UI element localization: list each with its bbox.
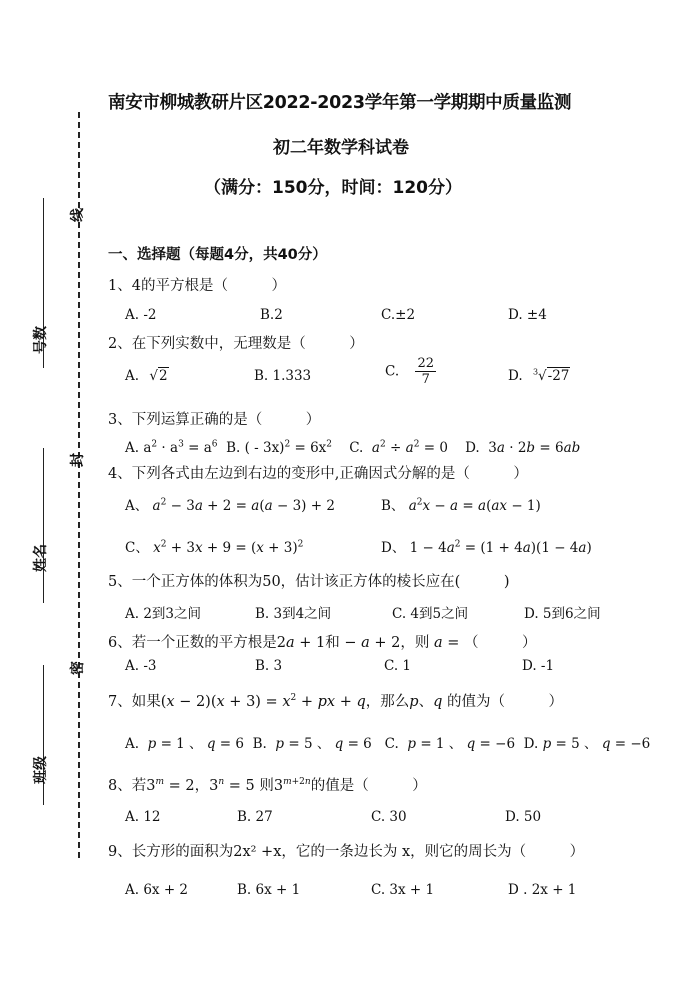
q2-option-b: B. 1.333 — [254, 368, 312, 384]
q9-option-d: D . 2x + 1 — [508, 882, 577, 898]
q7-text-a: 7、如果 — [108, 694, 161, 710]
q5-option-d: D. 5到6之间 — [524, 606, 601, 622]
q6-option-d: D. -1 — [522, 658, 555, 674]
question-3: 3、下列运算正确的是（ ） — [108, 412, 321, 428]
q7-text-c: 、 — [418, 694, 434, 710]
q8-option-d: D. 50 — [505, 809, 542, 825]
q2-option-c — [385, 356, 436, 387]
question-7: 7、如果$(x - 2)(x + 3) = x^2$ + px + q，那么p、q 的值为（ ） — [108, 693, 563, 710]
q6-text-c: ，则 — [400, 635, 430, 651]
section-title: 一、选择题（每题4分，共40分） — [108, 247, 327, 263]
margin-xian: 线 — [70, 208, 86, 222]
q1-option-c: C.±2 — [381, 307, 416, 323]
q9-option-a: A. 6x + 2 — [125, 882, 189, 898]
q1-option-a: A. -2 — [125, 307, 157, 323]
question-4: 4、下列各式由左边到右边的变形中,正确因式分解的是（ ） — [108, 466, 528, 482]
margin-haoshu: 号数 — [33, 326, 49, 354]
q2-option-d-radicand: -27 — [547, 368, 570, 384]
q5-option-b: B. 3到4之间 — [255, 606, 332, 622]
q9-option-c: C. 3x + 1 — [371, 882, 435, 898]
q6-text-b: 和 — [325, 635, 340, 651]
margin-name: 姓名 — [33, 544, 49, 572]
q8-text-a: 8、若 — [108, 778, 147, 794]
q8-text-b: ， — [194, 778, 210, 794]
blank-line-name — [43, 448, 44, 603]
q1-option-b: B.2 — [260, 307, 283, 323]
question-1: 1、4的平方根是（ ） — [108, 278, 286, 294]
question-8: 8、若$3^m = 2$，$3^n = 5$ 则$3^{m+2n}$的值是（ ） — [108, 777, 427, 794]
question-5: 5、一个正方体的体积为50，估计该正方体的棱长应在( ) — [108, 574, 510, 590]
q6-option-b: B. 3 — [255, 658, 283, 674]
q8-option-a: A. 12 — [125, 809, 161, 825]
question-6: 6、若一个正数的平方根是2a + 1和 − a + 2，则 a = （ ） — [108, 635, 537, 651]
subtitle: 初二年数学科试卷 — [273, 138, 409, 158]
q4-option-a: A、 $a^2 - 3a + 2 = a(a - 3) + 2$ — [125, 497, 335, 514]
q4-option-c: C、 $x^2 + 3x + 9 = (x + 3)^2$ — [125, 539, 304, 556]
q6-text-d: （ ） — [463, 635, 537, 651]
margin-class: 班级 — [33, 756, 49, 784]
question-9: 9、长方形的面积为2x² +x，它的一条边长为 x，则它的周长为（ ） — [108, 844, 585, 860]
q2-frac-num: 22 — [417, 356, 434, 371]
q8-option-c: C. 30 — [371, 809, 407, 825]
binding-dashed-line — [78, 112, 80, 858]
q2-option-a: A. √2 — [125, 368, 168, 384]
margin-feng: 封 — [70, 453, 86, 467]
q4-option-d: D、 $1 - 4a^2 = (1 + 4a)(1 - 4a)$ — [381, 539, 592, 556]
question-2: 2、在下列实数中，无理数是（ ） — [108, 336, 364, 352]
exam-info: （满分：150分，时间：120分） — [204, 178, 462, 198]
q5-option-c: C. 4到5之间 — [392, 606, 469, 622]
q9-option-b: B. 6x + 1 — [237, 882, 301, 898]
q7-text-b: ，那么 — [365, 694, 410, 710]
main-title: 南安市柳城教研片区2022-2023学年第一学期期中质量监测 — [108, 93, 572, 113]
q2-option-d: D. $^3$√-27 — [508, 367, 570, 384]
q2-option-c-label: C. — [385, 363, 400, 380]
q6-text-a: 6、若一个正数的平方根是 — [108, 635, 277, 651]
q6-option-c: C. 1 — [384, 658, 412, 674]
q6-option-a: A. -3 — [125, 658, 157, 674]
q1-option-d: D. ±4 — [508, 307, 547, 323]
q4-option-b: B、 $a^2x - a = a(ax - 1)$ — [381, 497, 541, 514]
q8-text-c: 则 — [254, 778, 274, 794]
q2-option-a-label: A. — [125, 368, 140, 384]
q8-text-d: 的值是（ ） — [310, 778, 427, 794]
blank-line-class — [43, 665, 44, 805]
q5-option-a: A. 2到3之间 — [125, 606, 202, 622]
q2-option-d-label: D. — [508, 368, 523, 384]
q7-options: A. p = 1 、 q = 6 B. p = 5 、 q = 6 C. p = 1 、 q = −6 D. p = 5 、 q = −6 — [125, 736, 651, 752]
q2-frac-den: 7 — [421, 372, 430, 387]
q7-text-d: 的值为（ ） — [446, 694, 563, 710]
q2-option-a-radicand: 2 — [158, 368, 168, 384]
q8-option-b: B. 27 — [237, 809, 273, 825]
margin-mi: 密 — [70, 661, 86, 675]
q3-options: A. $a^2 \cdot a^3 = a^6$ B. ( - $3x)^2 = 6x^2$ C. $a^2 \div a^2 = 0$ D. 3a · 2b = 6ab — [125, 439, 581, 456]
